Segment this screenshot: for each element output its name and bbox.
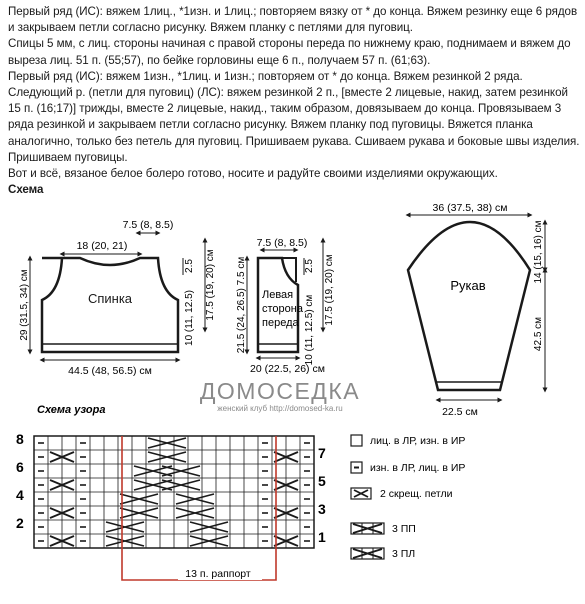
cable-stitch <box>190 536 228 546</box>
front-bottom-width: 20 (22.5, 26) см <box>250 363 325 375</box>
row-number-8: 8 <box>16 431 24 447</box>
sleeve-cap-height: 14 (15, 16) см <box>533 220 544 284</box>
legend-purl-text: изн. в ЛР, лиц. в ИР <box>370 462 466 474</box>
row-number-2: 2 <box>16 515 24 531</box>
front-label-line-1: Левая <box>262 289 294 301</box>
legend-cross-text: 2 скрещ. петли <box>380 488 453 500</box>
cable-stitch <box>120 508 158 518</box>
watermark-subtitle: женский клуб http://domosed-ka.ru <box>217 404 343 413</box>
cable-stitch <box>162 466 200 476</box>
sleeve-cuff-width: 22.5 см <box>442 406 478 418</box>
repeat-frame <box>122 436 276 580</box>
cable-stitch <box>120 494 158 504</box>
legend-item-cross <box>351 488 453 500</box>
cable-stitch <box>148 452 186 462</box>
watermark <box>200 378 360 413</box>
pattern-title: Схема узора <box>37 404 106 416</box>
instruction-paragraph-3: Первый ряд (ИС): вяжем 1изн., *1лиц. и 1изн.; повторяем от * до конца. Вяжем резинкой 2 ряда. Следующий р. (петли для пуговиц) (ЛС): вяжем резинкой 2 п., [вместе 2 лицевые, накид, затем резинкой 15 п. (16;17)] трижды, вместе 2 лицевые, накид., таким образом, довязываем до конца. Провязываем 3 ряда резинкой и закрываем петли согласно рисунку. Вяжем планку под пуговицы. Вяжется планка аналогично, только без петель для пуговиц. Пришиваем рукава. Сшиваем рукава и боковые швы изделия. Пришиваем пуговицы. <box>8 69 580 164</box>
sleeve-piece <box>408 202 545 418</box>
sleeve-top-width: 36 (37.5, 38) см <box>432 202 508 214</box>
cable-stitch <box>148 438 186 448</box>
cable-stitch <box>106 536 144 546</box>
legend-cable-left-text: 3 ПЛ <box>392 548 416 560</box>
row-number-3: 3 <box>318 501 326 517</box>
front-top-width: 7.5 (8, 8.5) <box>256 237 308 249</box>
row-number-7: 7 <box>318 445 326 461</box>
instruction-paragraph-2: Спицы 5 мм, с лиц. стороны начиная с правой стороны переда по нижнему краю, поднимаем и вяжем до выреза лиц. 51 п. (55;57), по бейке горловины еще 6 п., получаем 57 п. (61;63). <box>8 37 571 67</box>
row-numbers-right <box>318 445 326 545</box>
section-title: Схема <box>8 183 44 197</box>
back-total-height: 29 (31.5, 34) см <box>19 269 30 341</box>
row-numbers-left <box>16 431 24 531</box>
front-label-line-3: переда <box>262 317 299 329</box>
legend-item-cable-right <box>351 523 416 535</box>
back-neck-width: 18 (20, 21) <box>76 240 128 252</box>
back-armhole-depth: 17.5 (19, 20) см <box>205 249 216 321</box>
front-neck-depth: 2.5 <box>304 259 315 273</box>
front-side-right: 10 (11, 12.5) см <box>304 294 315 366</box>
repeat-label: 13 п. раппорт <box>185 568 251 580</box>
instruction-paragraph-4: Вот и всё, вязаное белое болеро готово, носите и радуйте своими изделиями окружающих. <box>8 167 498 181</box>
pattern-grid <box>34 436 314 548</box>
cable-stitch <box>106 522 144 532</box>
legend-cable-right-text: 3 ПП <box>392 523 416 535</box>
sleeve-outline <box>408 222 530 390</box>
row-number-4: 4 <box>16 487 24 503</box>
watermark-title: ДОМОСЕДКА <box>199 378 361 404</box>
back-neck-depth: 2.5 <box>184 259 195 273</box>
legend-knit-text: лиц. в ЛР, изн. в ИР <box>370 435 466 447</box>
front-label-line-2: сторона <box>262 303 303 315</box>
front-total-height: 21.5 (24, 26.5) 7.5 см <box>236 256 247 354</box>
legend-item-purl <box>351 462 465 474</box>
cable-stitch <box>162 480 200 490</box>
row-number-1: 1 <box>318 529 326 545</box>
row-number-6: 6 <box>16 459 24 475</box>
back-top-width: 7.5 (8, 8.5) <box>122 219 174 231</box>
back-side-height: 10 (11, 12.5) <box>184 290 195 346</box>
legend-item-knit <box>351 435 465 447</box>
sleeve-label: Рукав <box>450 278 486 293</box>
row-number-5: 5 <box>318 473 326 489</box>
legend <box>351 435 465 560</box>
legend-item-cable-left <box>351 548 415 560</box>
instruction-paragraph-1: Первый ряд (ИС): вяжем 1лиц., *1изн. и 1лиц.; повторяем вязку от * до конца. Вяжем резинку еще 6 рядов и закрываем петли согласно рисунку. Вяжем планку с петлями для пуговиц. <box>8 5 578 35</box>
cable-stitch <box>190 522 228 532</box>
empty-square-icon <box>351 435 362 446</box>
sleeve-length: 42.5 см <box>533 316 544 352</box>
front-piece <box>236 237 335 375</box>
cable-stitch <box>176 494 214 504</box>
front-armhole-depth: 17.5 (19, 20) см <box>324 254 335 326</box>
back-label: Спинка <box>87 291 133 306</box>
back-bottom-width: 44.5 (48, 56.5) см <box>68 365 152 377</box>
back-piece <box>19 219 216 377</box>
cable-stitch <box>176 508 214 518</box>
